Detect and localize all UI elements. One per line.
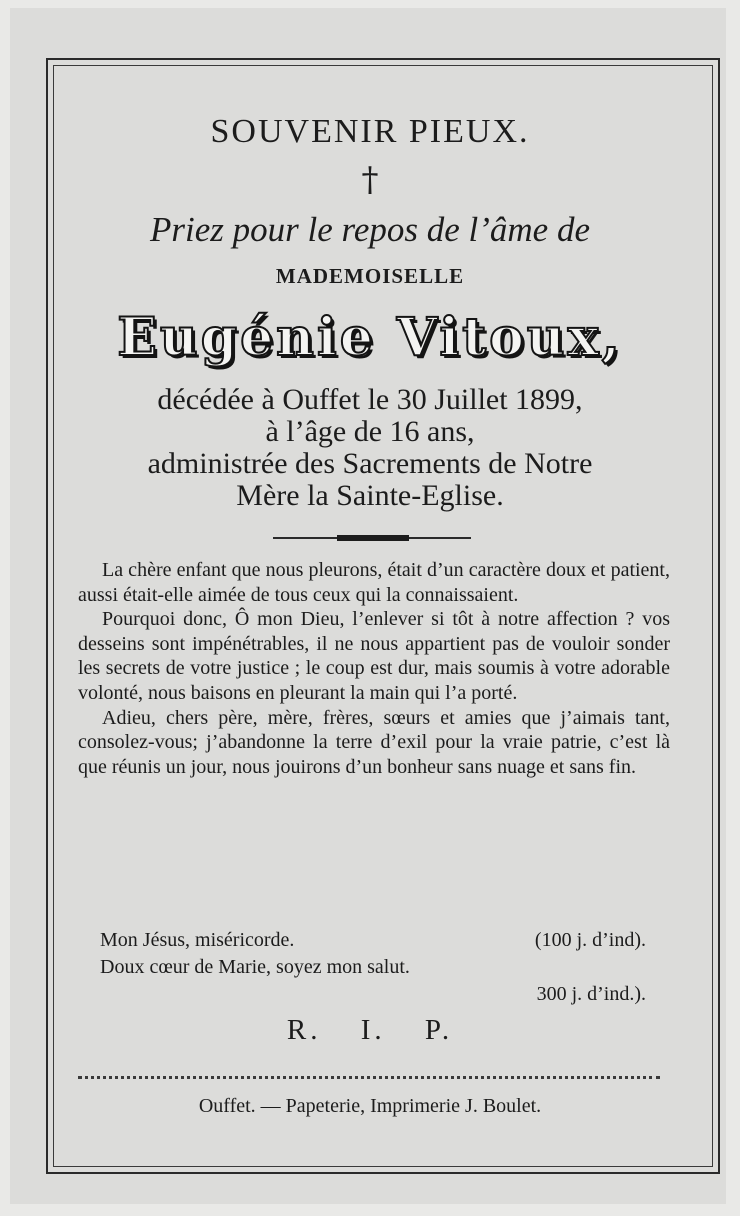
prayer-item [100, 981, 646, 1008]
death-line: à l’âge de 16 ans, [265, 415, 475, 448]
prayer-item [100, 954, 646, 981]
rip-text: R. I. P. [286, 1014, 454, 1046]
prayer-item [100, 927, 646, 954]
cross-icon: † [361, 160, 379, 200]
death-line: administrée des Sacrements de Notre [147, 447, 593, 480]
separator-bar [337, 535, 409, 541]
paragraph: La chère enfant que nous pleurons, était d’un caractère doux et patient, aussi était-elle aimée de tous ceux qui la connaissaient. [78, 559, 670, 606]
deceased-name: Eugénie Vitoux, [117, 307, 623, 368]
prayer-text: Doux cœur de Marie, soyez mon salut. [100, 956, 410, 978]
death-line: décédée à Ouffet le 30 Juillet 1899, [157, 383, 583, 416]
paragraph: Pourquoi donc, Ô mon Dieu, l’enlever si tôt à notre affection ? vos desseins sont impénétrables, il ne nous appartient pas de vouloir sonder les secrets de votre justice ; le coup est dur, mais soumis à votre adorable volonté, nous baisons en pleurant la main qui l’a porté. [78, 608, 670, 704]
indulgence-note: 300 j. d’ind.). [536, 983, 646, 1005]
dotted-rule [78, 1076, 660, 1079]
short-prayers [100, 927, 646, 1008]
death-notice [0, 384, 740, 512]
death-line: Mère la Sainte-Eglise. [236, 479, 504, 512]
memorial-text [78, 558, 670, 779]
indulgence-note: (100 j. d’ind). [534, 929, 646, 951]
paragraph: Adieu, chers père, mère, frères, sœurs et amies que j’aimais tant, consolez-vous; j’abandonne la terre d’exil pour la vraie patrie, c’est là que réunis un jour, nous jouirons d’un bonheur sans nuage et sans fin. [78, 706, 670, 778]
card-title: SOUVENIR PIEUX. [210, 113, 530, 150]
prayer-line: Priez pour le repos de l’âme de [150, 210, 590, 249]
prayer-text: Mon Jésus, miséricorde. [100, 929, 295, 951]
printer-credit: Ouffet. — Papeterie, Imprimerie J. Boulet. [198, 1095, 542, 1117]
honorific: MADEMOISELLE [275, 264, 465, 288]
